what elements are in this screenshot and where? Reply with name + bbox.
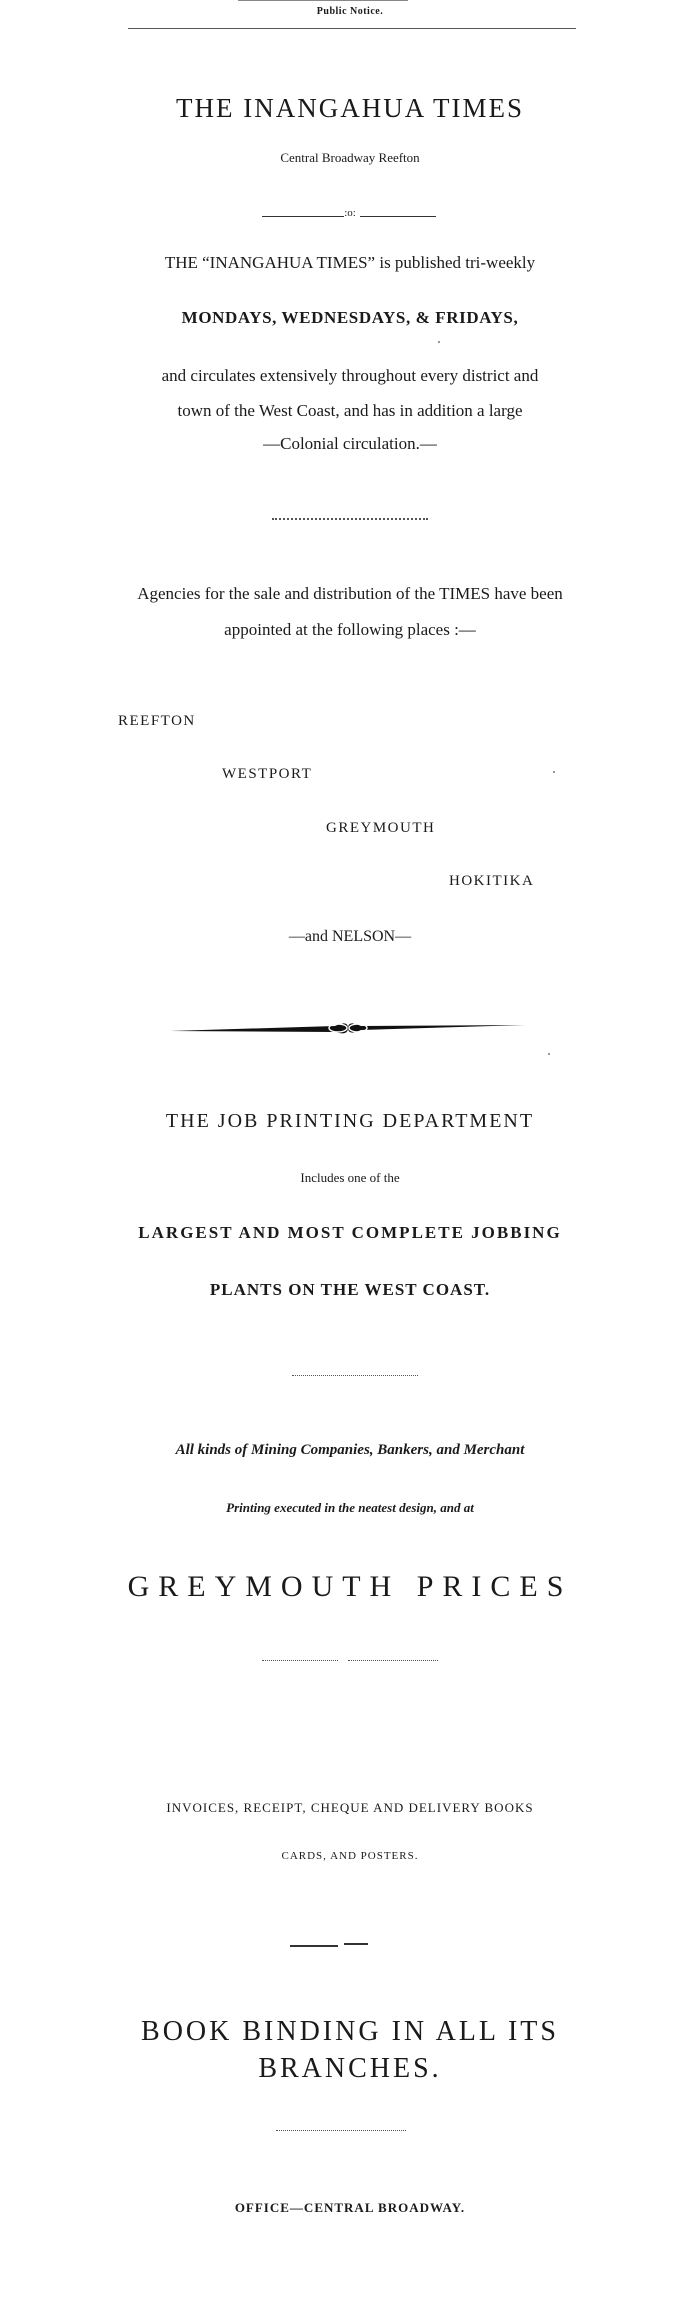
mining-line-2: Printing executed in the neatest design, and at	[226, 1500, 474, 1515]
print-speck	[438, 341, 440, 343]
print-speck	[553, 771, 555, 773]
job-printing-includes: Includes one of the	[300, 1170, 400, 1185]
agencies-final: —and NELSON—	[288, 928, 412, 945]
agencies-line-2: appointed at the following places :—	[224, 620, 476, 639]
publication-line-2: and circulates extensively throughout every district and	[161, 366, 539, 385]
print-speck	[548, 1053, 550, 1055]
mining-line-1: All kinds of Mining Companies, Bankers, and Merchant	[175, 1442, 525, 1458]
publication-line-4: —Colonial circulation.—	[263, 434, 437, 453]
stationery-line-1: INVOICES, RECEIPT, CHEQUE AND DELIVERY BOOKS	[166, 1800, 534, 1815]
binding-line-2: BRANCHES.	[258, 2053, 442, 2084]
stationery-line-2: CARDS, AND POSTERS.	[281, 1850, 419, 1862]
header-rule	[128, 28, 576, 29]
town-hokitika: HOKITIKA	[449, 873, 535, 889]
dotted-separator-1	[272, 518, 428, 520]
publication-days: MONDAYS, WEDNESDAYS, & FRIDAYS,	[181, 308, 519, 327]
town-westport: WESTPORT	[222, 766, 313, 782]
publication-line-1: THE “INANGAHUA TIMES” is published tri-weekly	[164, 253, 536, 272]
town-greymouth: GREYMOUTH	[326, 820, 436, 836]
dotted-separator-4	[276, 2130, 406, 2131]
binding-line-1: BOOK BINDING IN ALL ITS	[141, 2016, 559, 2047]
separator-mark: :o:	[344, 207, 356, 219]
job-printing-title: THE JOB PRINTING DEPARTMENT	[165, 1110, 535, 1132]
public-notice-label: Public Notice.	[316, 6, 384, 17]
dotted-separator-2	[292, 1375, 418, 1376]
office-address: OFFICE—CENTRAL BROADWAY.	[234, 2200, 466, 2215]
header-fragment-rule	[238, 0, 408, 1]
masthead-title: THE INANGAHUA TIMES	[176, 93, 524, 123]
agencies-line-1: Agencies for the sale and distribution of the TIMES have been	[137, 584, 563, 603]
greymouth-prices: GREYMOUTH PRICES	[127, 1570, 573, 1603]
job-printing-plant-2: PLANTS ON THE WEST COAST.	[209, 1280, 491, 1299]
job-printing-plant-1: LARGEST AND MOST COMPLETE JOBBING	[138, 1223, 562, 1242]
ornamental-rule	[170, 1016, 526, 1040]
town-reefton: REEFTON	[118, 713, 196, 729]
publication-line-3: town of the West Coast, and has in addition a large	[177, 401, 523, 420]
masthead-address: Central Broadway Reefton	[280, 150, 420, 165]
